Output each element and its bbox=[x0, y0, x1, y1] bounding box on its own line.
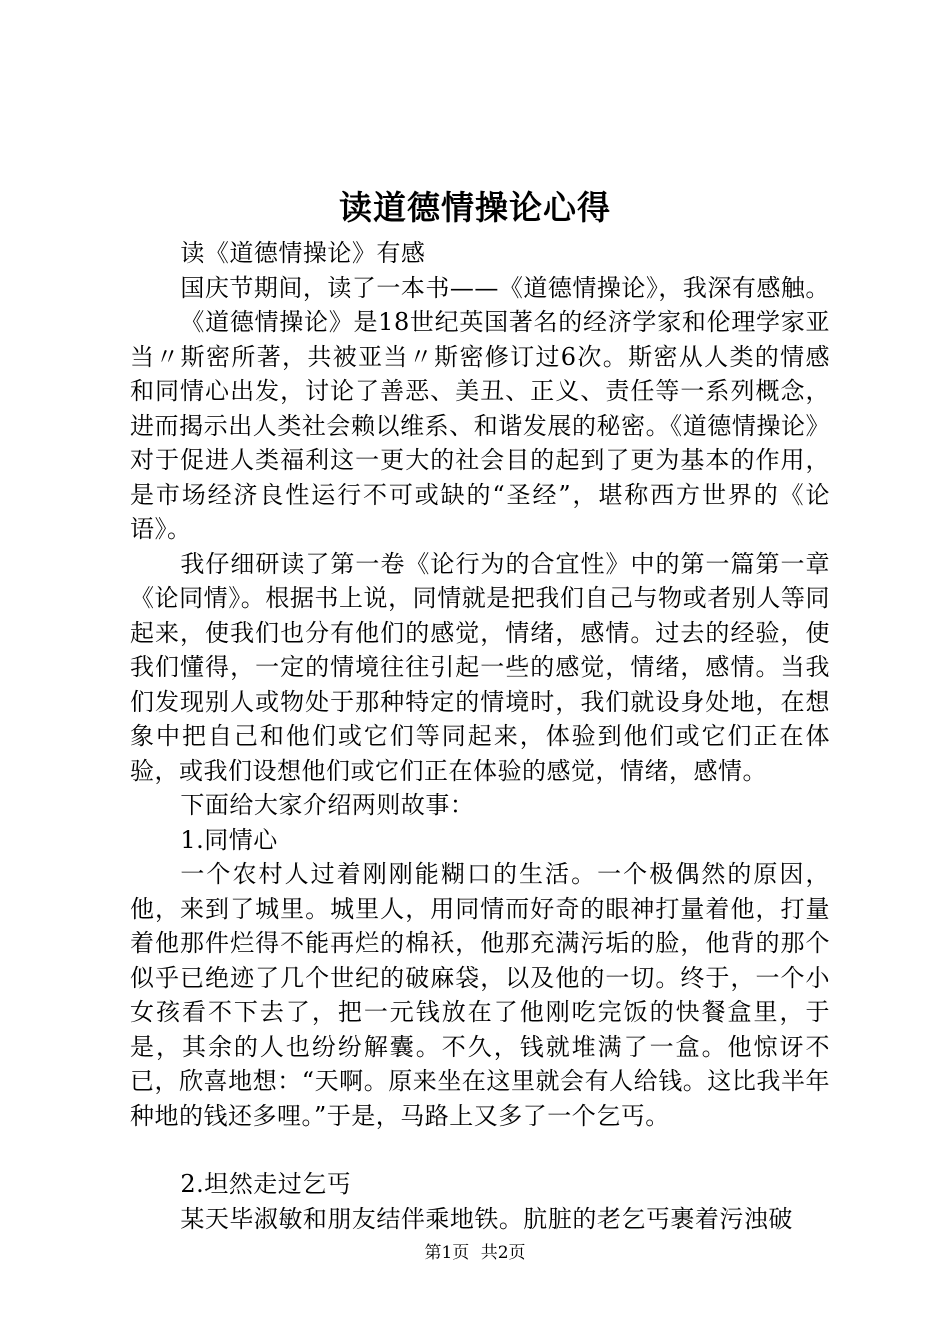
paragraph-book-summary: 《道德情操论》是18世纪英国著名的经济学家和伦理学家亚当〃斯密所著，共被亚当〃斯密修订过6次。斯密从人类的情感和同情心出发，讨论了善恶、美丑、正义、责任等一系列概念，进而揭示出人类社会赖以维系、和谐发展的秘密。《道德情操论》对于促进人类福利这一更大的社会目的起到了更为基本的作用，是市场经济良性运行不可或缺的“圣经”，堪称西方世界的《论语》。 bbox=[130, 308, 830, 543]
page-footer bbox=[0, 1241, 950, 1265]
section-heading-1: 1.同情心 bbox=[180, 825, 278, 854]
section-heading-2: 2.坦然走过乞丐 bbox=[180, 1170, 352, 1198]
page-number: 第1页 bbox=[424, 1243, 470, 1263]
paragraph-story-2: 某天毕淑敏和朋友结伴乘地铁。肮脏的老乞丐裹着污浊破 bbox=[180, 1204, 793, 1233]
document-body bbox=[130, 236, 830, 1236]
page-total: 共2页 bbox=[480, 1243, 526, 1263]
paragraph-story-1: 一个农村人过着刚刚能糊口的生活。一个极偶然的原因，他，来到了城里。城里人，用同情而好奇的眼神打量着他，打量着他那件烂得不能再烂的棉袄，他那充满污垢的脸，他背的那个似乎已绝迹了几个世纪的破麻袋，以及他的一切。终于，一个小女孩看不下去了，把一元钱放在了他刚吃完饭的快餐盒里，于是，其余的人也纷纷解囊。不久，钱就堆满了一盒。他惊讶不已，欣喜地想：“天啊。原来坐在这里就会有人给钱。这比我半年种地的钱还多哩。”于是，马路上又多了一个乞丐。 bbox=[130, 860, 830, 1130]
document-title: 读道德情操论心得 bbox=[339, 188, 611, 227]
paragraph-stories-intro: 下面给大家介绍两则故事： bbox=[180, 791, 475, 819]
paragraph-sympathy: 我仔细研读了第一卷《论行为的合宜性》中的第一篇第一章《论同情》。根据书上说，同情就是把我们自己与物或者别人等同起来，使我们也分有他们的感觉，情绪，感情。过去的经验，使我们懂得，一定的情境往往引起一些的感觉，情绪，感情。当我们发现别人或物处于那种特定的情境时，我们就设身处地，在想象中把自己和他们或它们等同起来，体验到他们或它们正在体验，或我们设想他们或它们正在体验的感觉，情绪，感情。 bbox=[130, 549, 830, 785]
paragraph-subtitle: 读《道德情操论》有感 bbox=[180, 239, 426, 267]
paragraph-intro: 国庆节期间，读了一本书——《道德情操论》，我深有感触。 bbox=[180, 273, 830, 302]
